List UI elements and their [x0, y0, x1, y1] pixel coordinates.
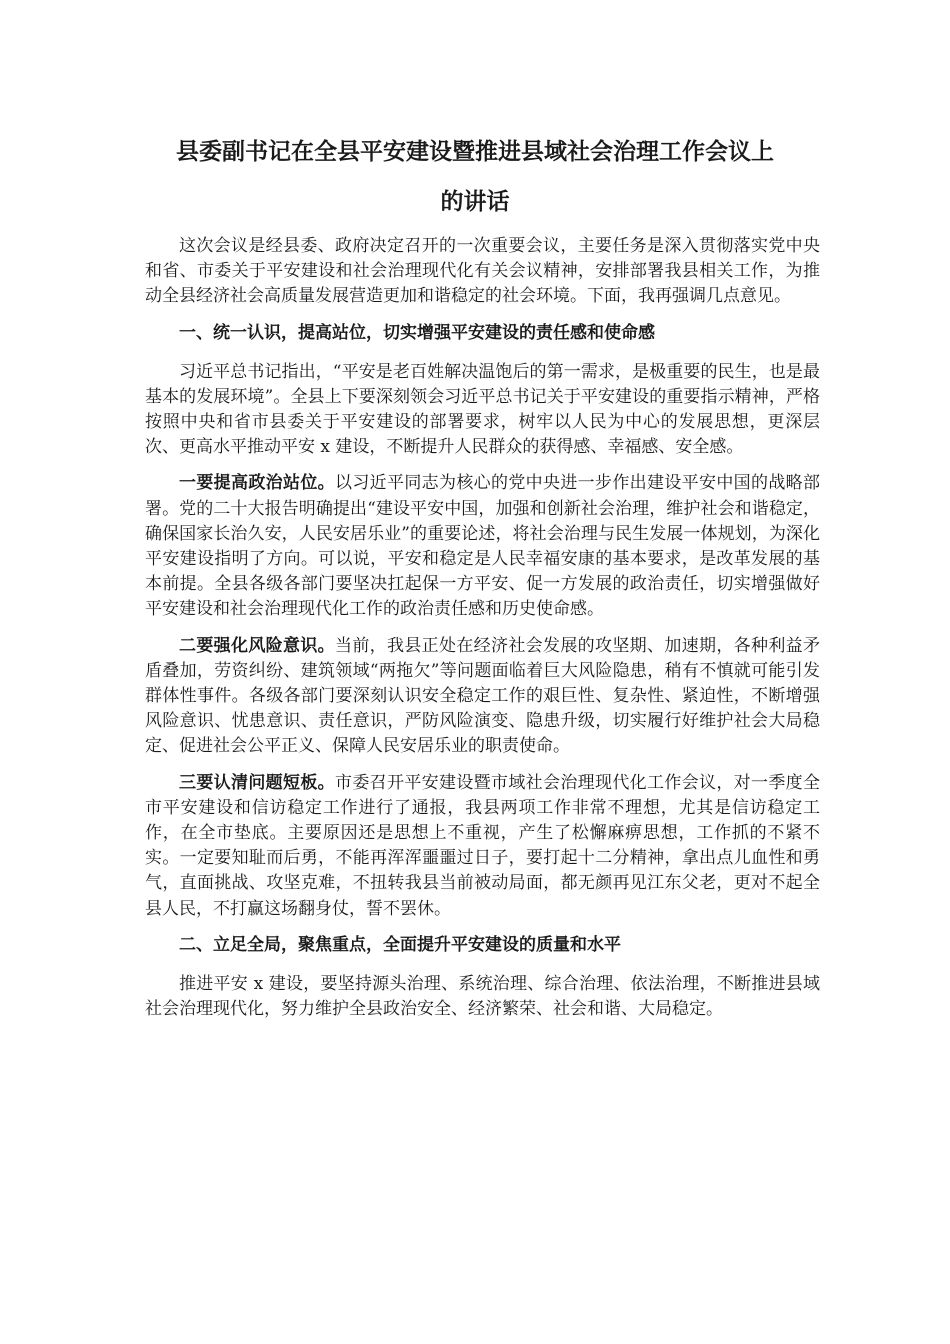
- document-body: [145, 234, 820, 1033]
- section-2-paragraph: 推进平安 x 建设，要坚持源头治理、系统治理、综合治理、依法治理，不断推进县域社会治理现代化，努力维护全县政治安全、经济繁荣、社会和谐、大局稳定。: [145, 973, 820, 1020]
- document-title-line-2: 的讲话: [440, 189, 510, 215]
- point-1-lead: 一要提高政治站位。: [179, 473, 335, 494]
- point-3-text: 市委召开平安建设暨市域社会治理现代化工作会议，对一季度全市平安建设和信访稳定工作进行了通报，我县两项工作非常不理想，尤其是信访稳定工作，在全市垫底。主要原因还是思想上不重视，产生了松懈麻痹思想，工作抓的不紧不实。一定要知耻而后勇，不能再浑浑噩噩过日子，要打起十二分精神，拿出点儿血性和勇气，直面挑战、攻坚克难，不扭转我县当前被动局面，都无颜再见江东父老，更对不起全县人民，不打赢这场翻身仗，誓不罢休。: [145, 772, 820, 919]
- document-title-line-1: 县委副书记在全县平安建设暨推进县域社会治理工作会议上: [176, 139, 774, 165]
- point-2-text: 当前，我县正处在经济社会发展的攻坚期、加速期，各种利益矛盾叠加，劳资纠纷、建筑领域“两拖欠”等问题面临着巨大风险隐患，稍有不慎就可能引发群体性事件。各级各部门要深刻认识安全稳定工作的艰巨性、复杂性、紧迫性，不断增强风险意识、忧患意识、责任意识，严防风险演变、隐患升级，切实履行好维护社会大局稳定、促进社会公平正义、保障人民安居乐业的职责使命。: [145, 635, 820, 757]
- section-1-paragraph: 习近平总书记指出，“平安是老百姓解决温饱后的第一需求，是极重要的民生，也是最基本的发展环境”。全县上下要深刻领会习近平总书记关于平安建设的重要指示精神，严格按照中央和省市县委关于平安建设的部署要求，树牢以人民为中心的发展思想，更深层次、更高水平推动平安 x 建设，不断提升人民群众的获得感、幸福感、安全感。: [145, 361, 820, 458]
- point-1-paragraph: [145, 471, 820, 622]
- section-2-heading: 二、立足全局，聚焦重点，全面提升平安建设的质量和水平: [179, 934, 621, 955]
- intro-paragraph: 这次会议是经县委、政府决定召开的一次重要会议，主要任务是深入贯彻落实党中央和省、市委关于平安建设和社会治理现代化有关会议精神，安排部署我县相关工作，为推动全县经济社会高质量发展营造更加和谐稳定的社会环境。下面，我再强调几点意见。: [145, 236, 820, 307]
- section-1-heading: 一、统一认识，提高站位，切实增强平安建设的责任感和使命感: [179, 322, 655, 343]
- point-2-lead: 二要强化风险意识。: [179, 635, 335, 656]
- point-2-paragraph: [145, 634, 820, 760]
- point-3-lead: 三要认清问题短板。: [179, 772, 335, 793]
- point-3-paragraph: [145, 771, 820, 922]
- point-1-text: 以习近平同志为核心的党中央进一步作出建设平安中国的战略部署。党的二十大报告明确提出“建设平安中国，加强和创新社会治理，维护社会和谐稳定，确保国家长治久安，人民安居乐业”的重要论述，将社会治理与民生发展一体规划，为深化平安建设指明了方向。可以说，平安和稳定是人民幸福安康的基本要求，是改革发展的基本前提。全县各级各部门要坚决扛起保一方平安、促一方发展的政治责任，切实增强做好平安建设和社会治理现代化工作的政治责任感和历史使命感。: [145, 473, 820, 620]
